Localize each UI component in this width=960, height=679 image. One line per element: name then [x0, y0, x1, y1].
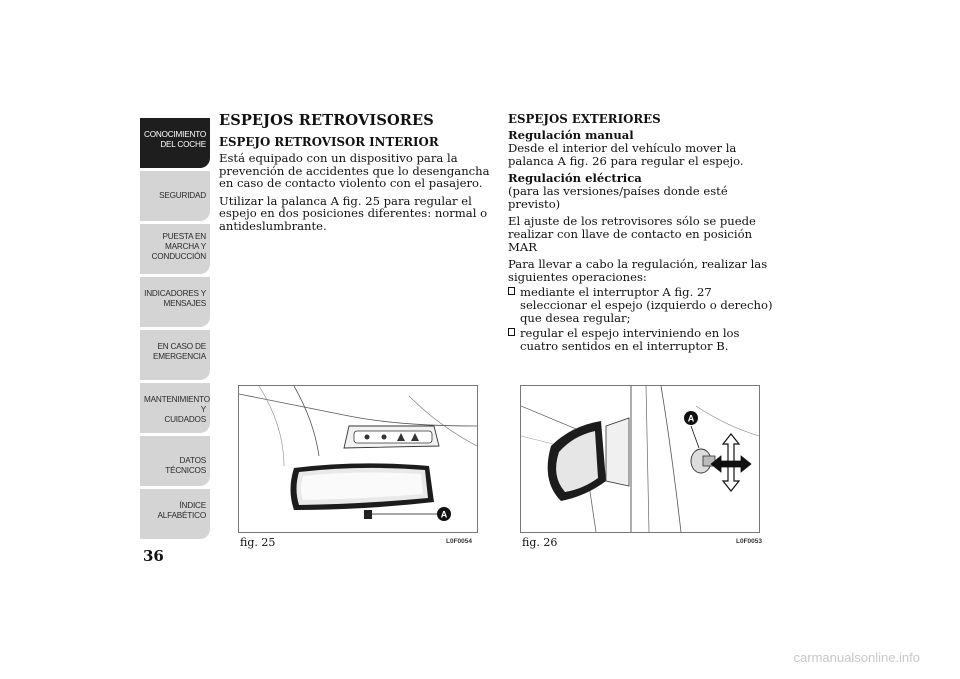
exterior-mirrors-heading: ESPEJOS EXTERIORES — [508, 112, 661, 126]
interior-mirror-illustration — [239, 386, 477, 532]
svg-text:A: A — [687, 413, 695, 424]
page-number: 36 — [143, 547, 164, 565]
operations-intro: Para llevar a cabo la regulación, realizar las siguientes operaciones: — [508, 257, 768, 284]
electric-adjustment-note: (para las versiones/países donde esté previsto) — [508, 184, 728, 211]
checkbox-bullet-icon — [508, 287, 515, 295]
tab-en-caso-de-emergencia[interactable]: EN CASO DE EMERGENCIA — [140, 330, 210, 380]
figure-26-caption: fig. 26 — [522, 536, 558, 549]
interior-mirror-heading: ESPEJO RETROVISOR INTERIOR — [219, 135, 439, 149]
manual-adjustment-text: Desde el interior del vehículo mover la palanca A fig. 26 para regular el espejo. — [508, 141, 744, 168]
exterior-mirror-illustration — [521, 386, 759, 532]
tab-indicadores-y-mensajes[interactable]: INDICADORES Y MENSAJES — [140, 277, 210, 327]
list-item: regular el espejo interviniendo en los cuatro sentidos en el interruptor B. — [508, 327, 780, 352]
watermark: carmanualsonline.info — [793, 650, 920, 665]
tab-indice-alfabetico[interactable]: ÍNDICE ALFABÉTICO — [140, 489, 210, 539]
tab-puesta-en-marcha[interactable]: PUESTA EN MARCHA Y CONDUCCIÓN — [140, 224, 210, 274]
figure-26-exterior-mirror — [520, 385, 760, 533]
manual-adjustment-heading: Regulación manual — [508, 128, 634, 142]
operations-list — [508, 286, 780, 352]
figure-26-code: L0F0053 — [736, 538, 763, 545]
chapter-tabs — [140, 118, 210, 542]
svg-text:A: A — [440, 509, 448, 520]
tab-seguridad[interactable]: SEGURIDAD — [140, 171, 210, 221]
tab-mantenimiento-y-cuidados[interactable]: MANTENIMIENTO Y CUIDADOS — [140, 383, 210, 433]
interior-mirror-paragraph-1: Está equipado con un dispositivo para la prevención de accidentes que lo desengancha en caso de contacto violento con el pasajero. — [219, 151, 490, 191]
interior-mirror-paragraph-2: Utilizar la palanca A fig. 25 para regular el espejo en dos posiciones diferentes: normal o antideslumbrante. — [219, 193, 488, 233]
right-column — [508, 113, 780, 355]
figure-25-interior-mirror — [238, 385, 478, 533]
tab-datos-tecnicos[interactable]: DATOS TÉCNICOS — [140, 436, 210, 486]
adjustment-arrows-icon — [711, 434, 751, 491]
section-title: ESPEJOS RETROVISORES — [219, 112, 434, 129]
key-position-paragraph: El ajuste de los retrovisores sólo se puede realizar con llave de contacto en posición MAR — [508, 214, 756, 254]
list-item: mediante el interruptor A fig. 27 seleccionar el espejo (izquierdo o derecho) que desea regular; — [508, 286, 780, 324]
left-column — [219, 113, 491, 238]
electric-adjustment-heading: Regulación eléctrica — [508, 171, 642, 186]
figure-25-code: L0F0054 — [446, 538, 473, 545]
checkbox-bullet-icon — [508, 328, 515, 336]
figure-25-caption: fig. 25 — [240, 536, 276, 549]
tab-conocimiento-del-coche[interactable]: CONOCIMIENTO DEL COCHE — [140, 118, 210, 168]
